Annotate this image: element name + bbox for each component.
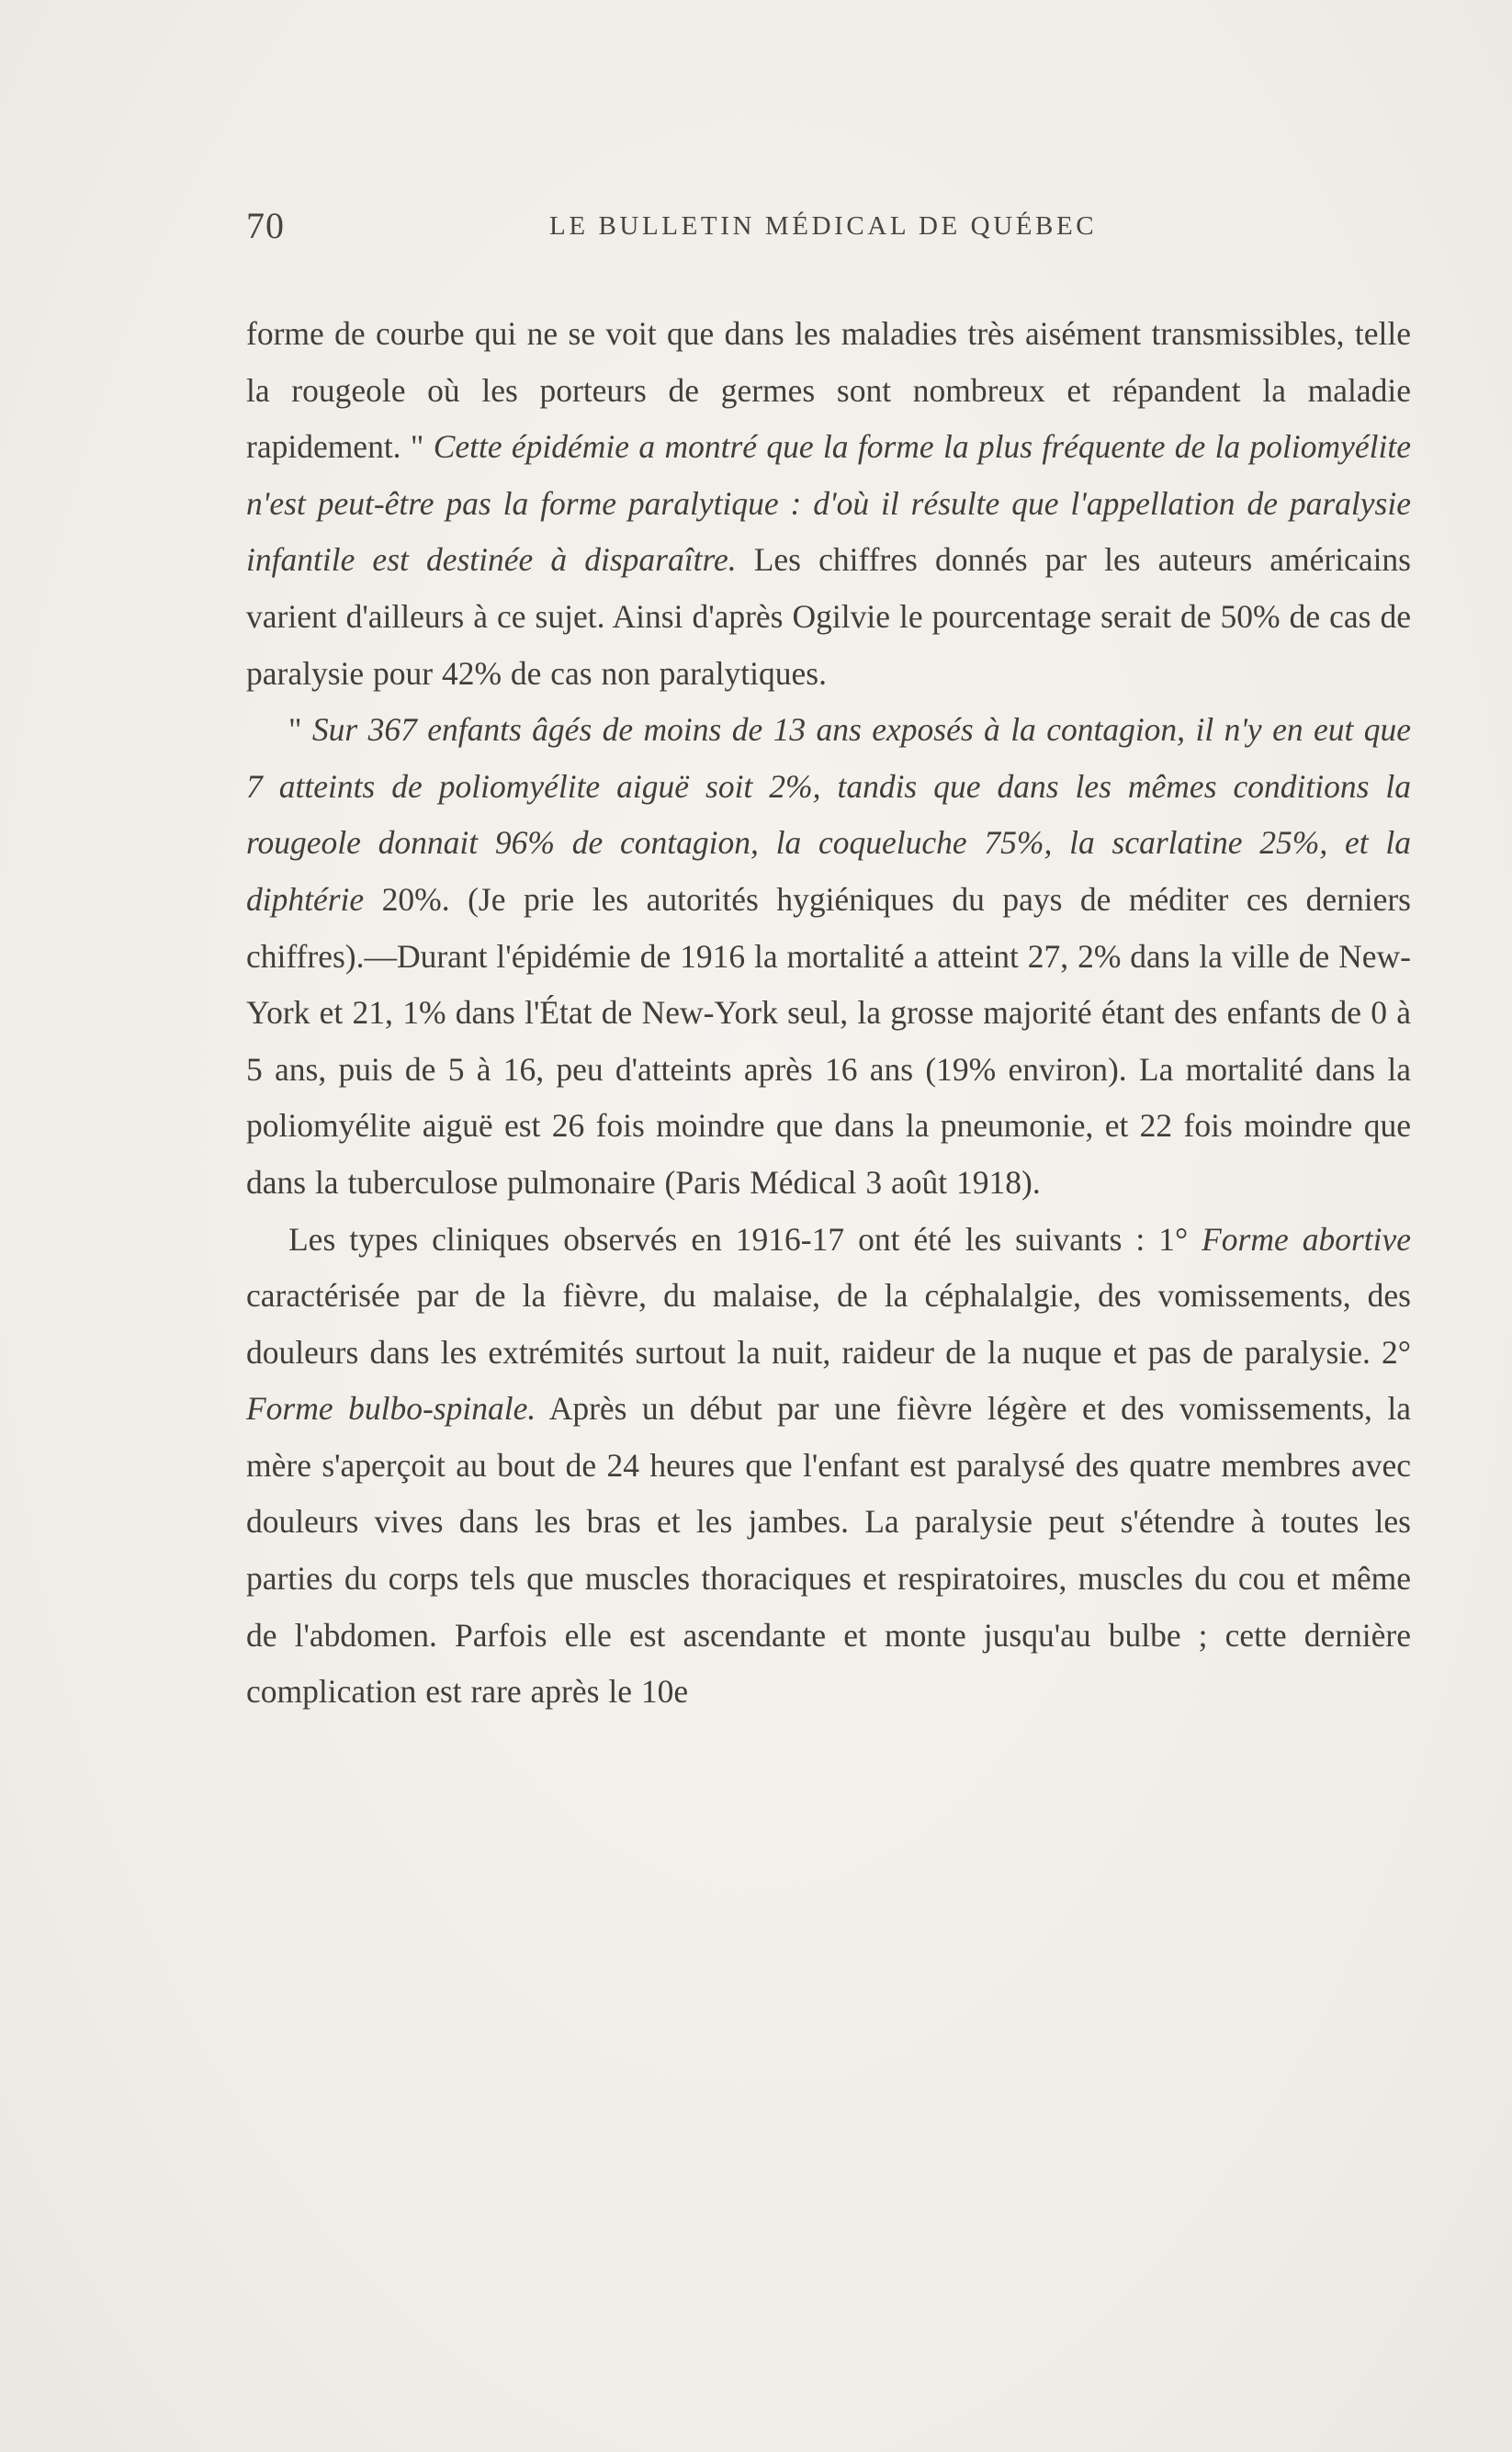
paragraph-2-open-quote: " — [288, 711, 312, 749]
paragraph-2-italic-quote: Sur 367 enfants âgés de moins de 13 ans exposés à la contagion, il n'y en eut que 7 atteints de poliomyélite aiguë soit 2%, tandis que dans les mêmes conditions la rougeole donnait 96% de contagion, la coqueluche 75%, la scarlatine 25%, et la diphtérie — [246, 711, 1411, 918]
page-number: 70 — [246, 205, 285, 246]
paragraph-3-italic-bulbo-spinale: Forme bulbo-spinale. — [246, 1390, 536, 1428]
body-text — [246, 306, 1411, 1721]
paragraph-1 — [246, 306, 1411, 702]
paragraph-3-text-b: caractérisée par de la fièvre, du malaise, de la céphalalgie, des vomissements, des douleurs dans les extrémités surtout la nuit, raideur de la nuque et pas de paralysie. 2° — [246, 1277, 1411, 1371]
paragraph-2 — [246, 702, 1411, 1211]
paragraph-3-text-a: Les types cliniques observés en 1916-17 ont été les suivants : 1° — [288, 1220, 1202, 1258]
paragraph-1-text-a: forme de courbe qui ne se voit que dans les maladies très aisément transmissibles, telle la rougeole où les porteurs de germes sont nombreux et répandent la maladie rapidement. " — [246, 315, 1411, 466]
paragraph-3 — [246, 1212, 1411, 1721]
paragraph-2-text: 20%. (Je prie les autorités hygiéniques du pays de méditer ces derniers chiffres).—Durant l'épidémie de 1916 la mortalité a atteint 27, 2% dans la ville de New-York et 21, 1% dans l'État de New-York seul, la grosse majorité étant des enfants de 0 à 5 ans, puis de 5 à 16, peu d'atteints après 16 ans (19% environ). La mortalité dans la poliomyélite aiguë est 26 fois moindre que dans la pneumonie, et 22 fois moindre que dans la tuberculose pulmonaire (Paris Médical 3 août 1918). — [246, 880, 1411, 1201]
paragraph-3-text-c: Après un début par une fièvre légère et des vomissements, la mère s'aperçoit au bout de 24 heures que l'enfant est paralysé des quatre membres avec douleurs vives dans les bras et les jambes. La paralysie peut s'étendre à toutes les parties du corps tels que muscles thoraciques et respiratoires, muscles du cou et même de l'abdomen. Parfois elle est ascendante et monte jusqu'au bulbe ; cette dernière complication est rare après le 10e — [246, 1390, 1411, 1711]
running-title: LE BULLETIN MÉDICAL DE QUÉBEC — [549, 211, 1098, 241]
paragraph-1-italic-quote: Cette épidémie a montré que la forme la plus fréquente de la poliomyélite n'est peut-être pas la forme paralytique : d'où il résulte que l'appellation de paralysie infantile est destinée à disparaître. — [246, 428, 1411, 579]
paragraph-1-text-b: Les chiffres donnés par les auteurs américains varient d'ailleurs à ce sujet. Ainsi d'après Ogilvie le pourcentage serait de 50% de cas de paralysie pour 42% de cas non paralytiques. — [246, 541, 1411, 692]
paragraph-3-italic-abortive: Forme abortive — [1202, 1220, 1412, 1258]
page-header — [246, 204, 1411, 248]
